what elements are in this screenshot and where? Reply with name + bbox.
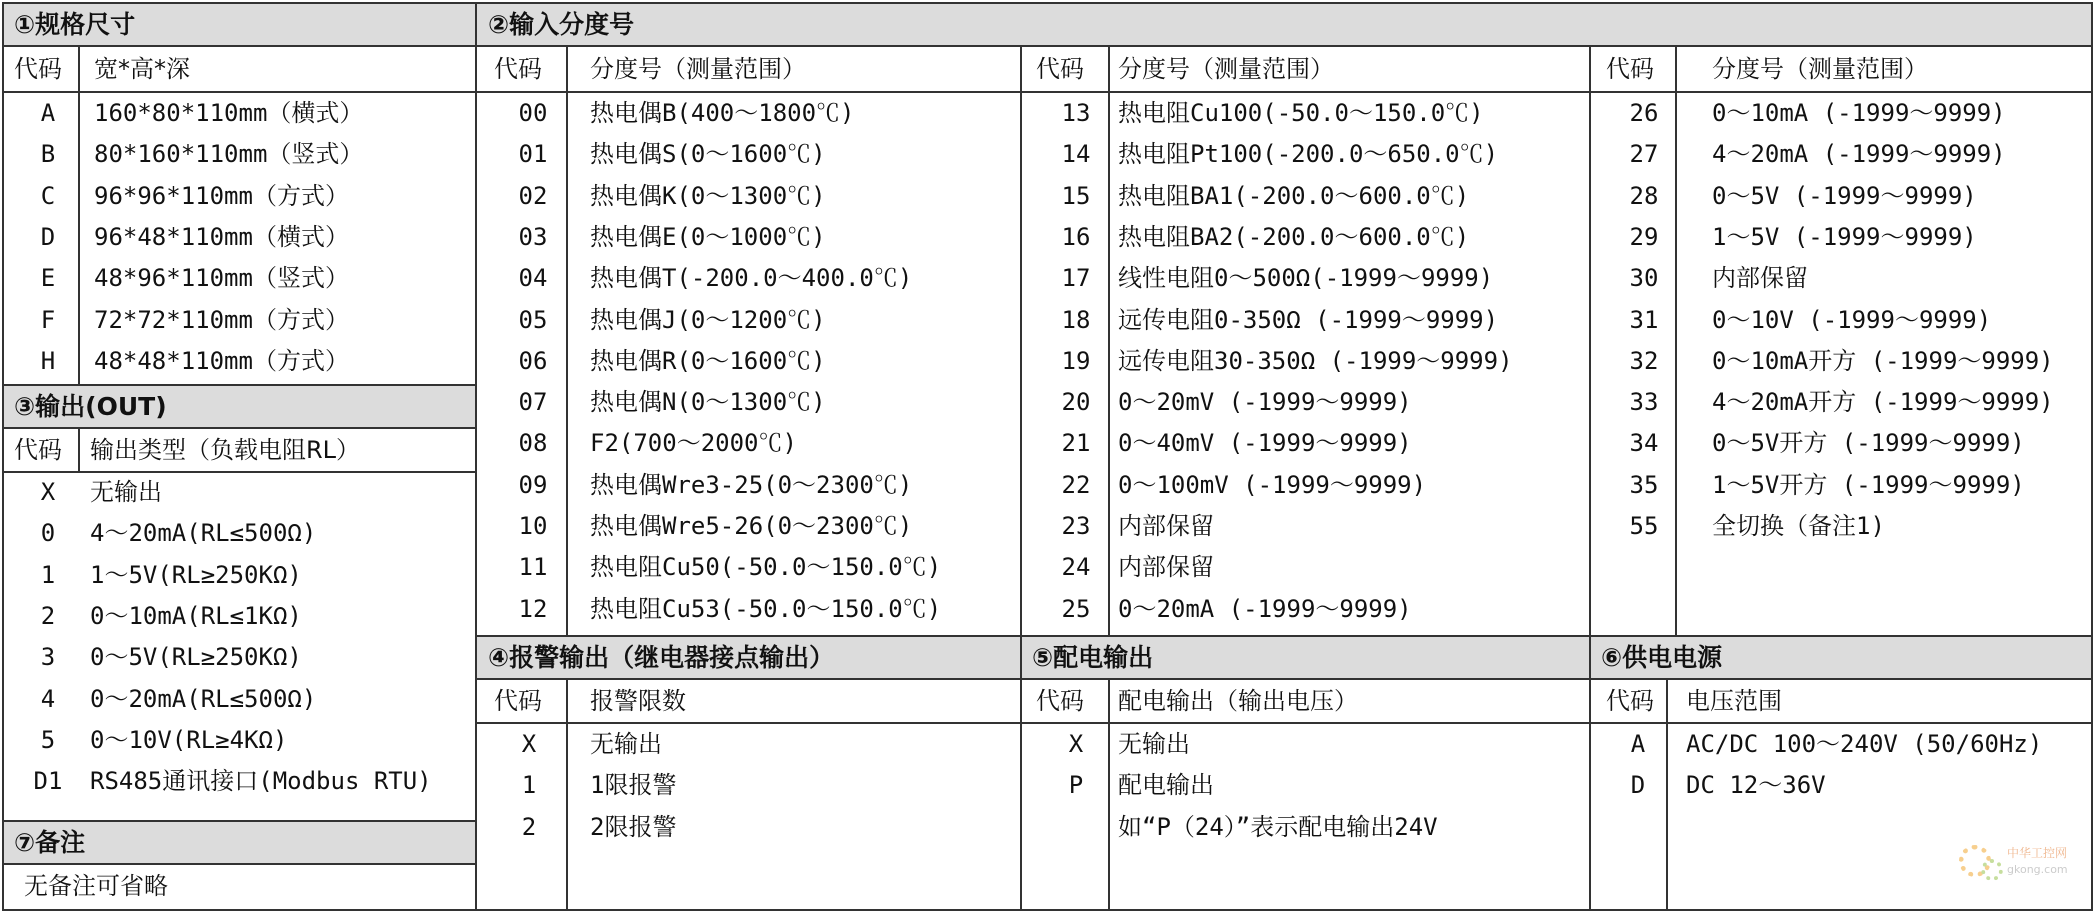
spec-header-desc: 宽*高*深: [94, 55, 190, 83]
input-col3-code: 31: [1629, 305, 1659, 334]
divider-col3: [1589, 45, 1591, 911]
output-rows-desc: RS485通讯接口(Modbus RTU): [90, 767, 432, 796]
border-bottom: [2, 909, 2093, 911]
input-col2-code: 17: [1061, 264, 1091, 293]
alarm-header-desc: 报警限数: [590, 687, 686, 715]
output-rows-code: 2: [40, 601, 56, 630]
input-col2-code: 21: [1061, 429, 1091, 458]
input-col3-desc: 全切换（备注1): [1712, 512, 1885, 540]
input-col2-code: 19: [1061, 346, 1091, 375]
alarm-rows-desc: 无输出: [590, 730, 662, 758]
input-col1-code: 12: [518, 594, 548, 623]
output-rows-desc: 1～5V(RL≥250KΩ): [90, 560, 302, 589]
input2-header-code: 代码: [1036, 55, 1084, 83]
input-col1-desc: 热电偶Wre3-25(0～2300℃): [590, 470, 913, 499]
supply-rows-desc: AC/DC 100～240V (50/60Hz): [1686, 730, 2043, 758]
input-col2-desc: 0～20mV (-1999～9999): [1118, 388, 1412, 417]
watermark-text: 中华工控网: [2007, 846, 2068, 860]
input1-header-code: 代码: [494, 55, 542, 83]
gkong-watermark: [1959, 841, 2079, 885]
input-col2-desc: 热电阻BA2(-200.0～600.0℃): [1118, 222, 1470, 251]
input-col2-code: 25: [1061, 594, 1091, 623]
power-out-title: ⑤配电输出: [1032, 643, 1154, 672]
rule-lower-top: [476, 635, 2093, 637]
input-col2-desc: 0～40mV (-1999～9999): [1118, 429, 1412, 458]
input-col2-code: 20: [1061, 388, 1091, 417]
input-title: ②输入分度号: [488, 10, 635, 39]
input-col3-desc: 0～10mA (-1999～9999): [1712, 99, 2006, 127]
supply-rows-code: D: [1630, 771, 1646, 800]
input-col2-code: 16: [1061, 222, 1091, 251]
alarm-rows-desc: 1限报警: [590, 771, 677, 800]
spec-rows-desc: 48*48*110mm（方式）: [94, 346, 349, 375]
input-col1-code: 03: [518, 222, 548, 251]
input-col3-code: 26: [1629, 99, 1659, 127]
input-col2-desc: 热电阻Cu100(-50.0～150.0℃): [1118, 99, 1484, 127]
divider-col2: [1020, 45, 1022, 911]
input-col3-code: 34: [1629, 429, 1659, 458]
rule-lower-title: [476, 678, 2093, 680]
output-rows-desc: 0～10V(RL≥4KΩ): [90, 725, 288, 754]
input-col2-code: 24: [1061, 553, 1091, 582]
alarm-rows-code: 2: [521, 812, 537, 841]
input3-header-code: 代码: [1606, 55, 1654, 83]
alarm-rows-desc: 2限报警: [590, 812, 677, 841]
input-col1-code: 07: [518, 388, 548, 417]
output-rows-desc: 0～10mA(RL≤1KΩ): [90, 601, 302, 630]
input-col2-desc: 内部保留: [1118, 512, 1214, 540]
spec-code-divider: [78, 45, 80, 384]
input-col1-desc: F2(700～2000℃): [590, 429, 797, 458]
power-header-desc: 配电输出（输出电压）: [1118, 687, 1358, 715]
input-col1-desc: 热电偶S(0～1600℃): [590, 140, 826, 169]
input-col3-code: 28: [1629, 181, 1659, 210]
divider-main: [475, 2, 477, 911]
output-rows-code: D1: [33, 767, 63, 796]
alarm-title: ④报警输出（继电器接点输出）: [488, 643, 835, 672]
spec-rows-desc: 72*72*110mm（方式）: [94, 305, 349, 334]
output-rows-code: 1: [40, 560, 56, 589]
input-col3-code: 33: [1629, 388, 1659, 417]
input-col2-desc: 0～20mA (-1999～9999): [1118, 594, 1412, 623]
input1-code-divider: [566, 45, 568, 635]
input-col3-code: 27: [1629, 140, 1659, 169]
input-col1-code: 09: [518, 470, 548, 499]
supply-code-divider: [1666, 678, 1668, 911]
input-col1-code: 05: [518, 305, 548, 334]
input-title-band: [477, 3, 2092, 45]
input-col3-code: 32: [1629, 346, 1659, 375]
power-out-rows-code: X: [1068, 730, 1084, 758]
output-rows-code: 0: [40, 519, 56, 548]
supply-header-code: 代码: [1606, 687, 1654, 715]
rule-output-header: [2, 471, 476, 473]
note-title: ⑦备注: [14, 828, 86, 857]
input-col1-code: 06: [518, 346, 548, 375]
input-col2-desc: 线性电阻0～500Ω(-1999～9999): [1118, 264, 1494, 293]
input-col1-desc: 热电偶B(400～1800℃): [590, 99, 855, 127]
rule-note-title: [2, 863, 476, 865]
output-rows-desc: 0～5V(RL≥250KΩ): [90, 643, 302, 672]
input-col2-desc: 远传电阻0-350Ω (-1999～9999): [1118, 305, 1499, 334]
input-col2-code: 22: [1061, 470, 1091, 499]
border-right: [2091, 2, 2093, 911]
power-out-rows-code: [1056, 807, 1096, 848]
input-col2-code: 23: [1061, 512, 1091, 540]
input-col3-code: 30: [1629, 264, 1659, 293]
input-col1-code: 10: [518, 512, 548, 540]
input-col3-desc: 0～5V开方 (-1999～9999): [1712, 429, 2025, 458]
output-rows-desc: 4～20mA(RL≤500Ω): [90, 519, 317, 548]
alarm-code-divider: [566, 678, 568, 911]
rule-output-top: [2, 384, 476, 386]
border-left: [2, 2, 4, 911]
input-col1-desc: 热电阻Cu53(-50.0～150.0℃): [590, 594, 942, 623]
rule-title-bottom: [2, 45, 2093, 47]
input-col3-code: 29: [1629, 222, 1659, 251]
input2-code-divider: [1108, 45, 1110, 635]
input-col3-desc: 4～20mA (-1999～9999): [1712, 140, 2006, 169]
input-col1-desc: 热电偶T(-200.0～400.0℃): [590, 264, 913, 293]
spec-rows-code: E: [40, 264, 56, 293]
input-col1-desc: 热电偶Wre5-26(0～2300℃): [590, 512, 913, 540]
input-col1-desc: 热电阻Cu50(-50.0～150.0℃): [590, 553, 942, 582]
input-col3-desc: 0～10V (-1999～9999): [1712, 305, 1992, 334]
input-col3-desc: 4～20mA开方 (-1999～9999): [1712, 388, 2054, 417]
output-rows-desc: 0～20mA(RL≤500Ω): [90, 684, 317, 713]
input-col1-code: 02: [518, 181, 548, 210]
spec-rows-desc: 160*80*110mm（横式）: [94, 99, 364, 127]
input-col2-desc: 内部保留: [1118, 553, 1214, 582]
border-top: [2, 2, 2093, 4]
input-col3-desc: 内部保留: [1712, 264, 1808, 293]
input-col1-desc: 热电偶K(0～1300℃): [590, 181, 826, 210]
output-code-divider: [78, 427, 80, 471]
input-col3-desc: 0～10mA开方 (-1999～9999): [1712, 346, 2054, 375]
output-rows-code: X: [40, 478, 56, 506]
supply-title: ⑥供电电源: [1601, 643, 1723, 672]
output-rows-desc: 无输出: [90, 478, 162, 506]
input-col2-code: 14: [1061, 140, 1091, 169]
note-text: 无备注可省略: [24, 872, 168, 900]
supply-rows-code: A: [1630, 730, 1646, 758]
input-col1-desc: 热电偶R(0～1600℃): [590, 346, 826, 375]
spec-rows-desc: 48*96*110mm（竖式）: [94, 264, 349, 293]
input-col3-desc: 0～5V (-1999～9999): [1712, 181, 1977, 210]
input-col1-code: 11: [518, 553, 548, 582]
input3-header-desc: 分度号（测量范围）: [1712, 55, 1928, 83]
input-col2-code: 13: [1061, 99, 1091, 127]
input-col1-code: 08: [518, 429, 548, 458]
rule-output-title: [2, 427, 476, 429]
spec-rows-code: B: [40, 140, 56, 169]
alarm-rows-code: 1: [521, 771, 537, 800]
input1-header-desc: 分度号（测量范围）: [590, 55, 806, 83]
spec-rows-desc: 96*96*110mm（方式）: [94, 181, 349, 210]
output-header-desc: 输出类型（负载电阻RL）: [90, 436, 361, 464]
power-out-rows-code: P: [1068, 771, 1084, 800]
spec-rows-code: C: [40, 181, 56, 210]
input3-code-divider: [1675, 45, 1677, 635]
input-col2-code: 18: [1061, 305, 1091, 334]
input-col2-code: 15: [1061, 181, 1091, 210]
spec-rows-code: H: [40, 346, 56, 375]
input-col2-desc: 远传电阻30-350Ω (-1999～9999): [1118, 346, 1513, 375]
spec-header-code: 代码: [14, 55, 62, 83]
spec-rows-desc: 80*160*110mm（竖式）: [94, 140, 364, 169]
input-col2-desc: 热电阻Pt100(-200.0～650.0℃): [1118, 140, 1499, 169]
spec-rows-code: D: [40, 222, 56, 251]
output-rows-code: 3: [40, 643, 56, 672]
input-col2-desc: 0～100mV (-1999～9999): [1118, 470, 1427, 499]
power-out-rows-desc: 如“P（24）”表示配电输出24V: [1118, 812, 1438, 841]
input-col3-desc: 1～5V (-1999～9999): [1712, 222, 1977, 251]
input-col1-desc: 热电偶J(0～1200℃): [590, 305, 826, 334]
input-col1-code: 00: [518, 99, 548, 127]
input-col3-desc: 1～5V开方 (-1999～9999): [1712, 470, 2025, 499]
input-col1-desc: 热电偶E(0～1000℃): [590, 222, 826, 251]
spec-rows-code: F: [40, 305, 56, 334]
power-header-code: 代码: [1036, 687, 1084, 715]
input-col2-desc: 热电阻BA1(-200.0～600.0℃): [1118, 181, 1470, 210]
power-out-rows-desc: 无输出: [1118, 730, 1190, 758]
input-col1-code: 04: [518, 264, 548, 293]
power-out-rows-desc: 配电输出: [1118, 771, 1214, 800]
input-col1-desc: 热电偶N(0～1300℃): [590, 388, 826, 417]
gear-icon-small: [1981, 859, 2003, 881]
input2-header-desc: 分度号（测量范围）: [1118, 55, 1334, 83]
alarm-rows-code: X: [521, 730, 537, 758]
output-rows-code: 4: [40, 684, 56, 713]
input-col3-code: 55: [1629, 512, 1659, 540]
rule-note-top: [2, 820, 476, 822]
output-title: ③输出(OUT): [14, 392, 167, 421]
power-code-divider: [1108, 678, 1110, 911]
spec-title: ①规格尺寸: [14, 10, 136, 39]
supply-header-desc: 电压范围: [1686, 687, 1782, 715]
spec-rows-desc: 96*48*110mm（横式）: [94, 222, 349, 251]
output-header-code: 代码: [14, 436, 62, 464]
alarm-header-code: 代码: [494, 687, 542, 715]
input-col1-code: 01: [518, 140, 548, 169]
watermark-url: gkong.com: [2007, 863, 2068, 876]
input-col3-code: 35: [1629, 470, 1659, 499]
supply-rows-desc: DC 12～36V: [1686, 771, 1826, 800]
output-rows-code: 5: [40, 725, 56, 754]
spec-rows-code: A: [40, 99, 56, 127]
